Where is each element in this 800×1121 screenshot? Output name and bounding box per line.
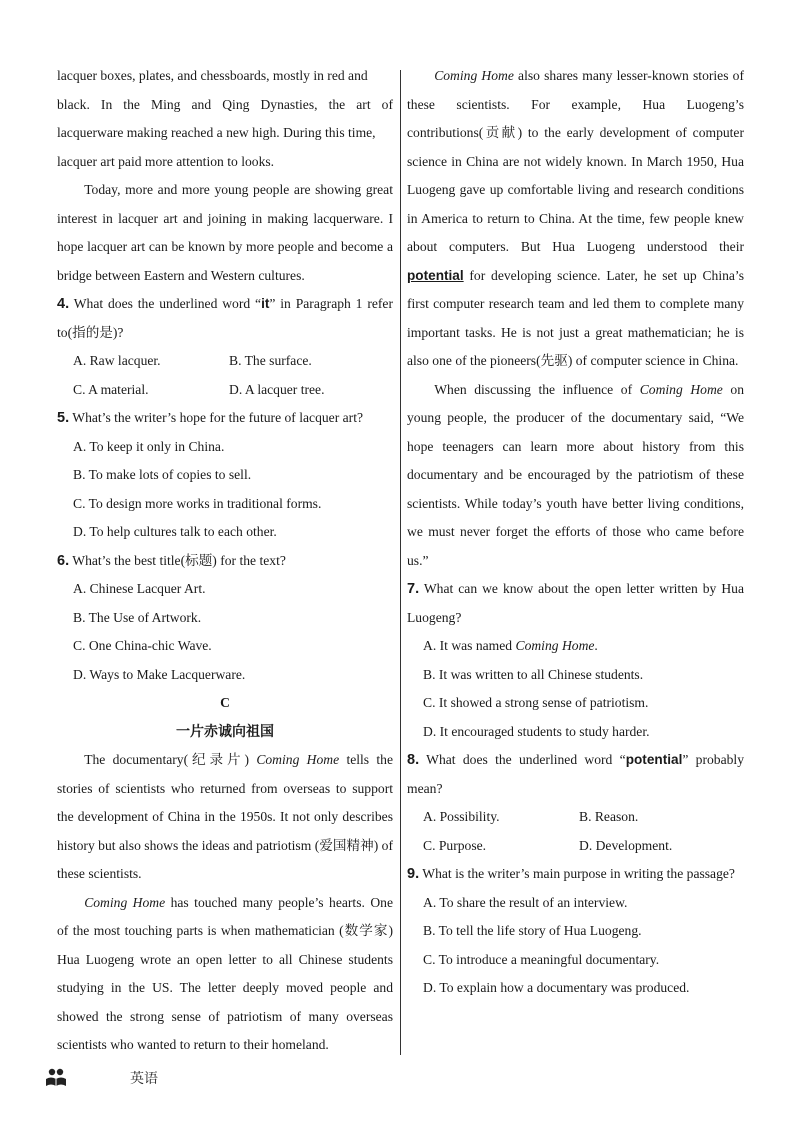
option-a[interactable]: A. To share the result of an interview.	[423, 894, 628, 910]
option-b[interactable]: B. It was written to all Chinese students.	[423, 666, 644, 682]
question-9: 9. What is the writer’s main purpose in writing the passage? A. To share the result of an interview. B. To tell the life story of Hua Luogeng. C. To introduce a meaningful documentary. D. To explain how a documentary was produced.	[407, 860, 744, 1003]
question-8: 8. What does the underlined word “potential” probably mean? A. Possibility. B. Reason. C. Purpose. D. Development.	[407, 746, 744, 860]
question-number: 4.	[57, 296, 70, 312]
option-a[interactable]: A. Raw lacquer.	[73, 353, 161, 368]
question-4: 4. What does the underlined word “it” in Paragraph 1 refer to(指的是)? A. Raw lacquer. B. The surface. C. A material. D. A lacquer tree.	[57, 290, 393, 404]
option-d[interactable]: D. To help cultures talk to each other.	[73, 524, 277, 539]
option-c[interactable]: C. To introduce a meaningful documentary.	[423, 951, 660, 967]
option-c[interactable]: C. Purpose.	[423, 837, 487, 853]
option-b[interactable]: B. To make lots of copies to sell.	[73, 467, 252, 482]
question-5: 5. What’s the writer’s hope for the future of lacquer art? A. To keep it only in China. B. To make lots of copies to sell. C. To design more works in traditional forms. D. To help cultures talk to each other.	[57, 404, 393, 547]
question-7: 7. What can we know about the open letter written by Hua Luogeng? A. It was named Coming Home. B. It was written to all Chinese students. C. It showed a strong sense of patriotism. D. It encouraged students to study harder.	[407, 575, 744, 746]
option-d[interactable]: D. Ways to Make Lacquerware.	[73, 666, 246, 682]
option-b[interactable]: B. The Use of Artwork.	[73, 609, 202, 625]
option-b[interactable]: B. The surface.	[229, 353, 312, 368]
option-b[interactable]: B. Reason.	[579, 809, 639, 824]
option-a[interactable]: A. To keep it only in China.	[73, 438, 225, 454]
paragraph-lacquer-history: lacquer boxes, plates, and chessboards, mostly in red and black. In the Ming and Qing Dynasties, the art of lacquerware making reached a new high. During this time, lacquer art paid more attention to looks.	[57, 68, 393, 169]
page-footer	[44, 1066, 158, 1090]
subject-label: 英语	[130, 1071, 158, 1087]
option-a[interactable]: A. It was named Coming Home.	[423, 638, 598, 653]
option-b[interactable]: B. To tell the life story of Hua Luogeng.	[423, 923, 642, 938]
option-d[interactable]: D. Development.	[579, 837, 673, 853]
question-number: 9.	[407, 866, 420, 882]
option-d[interactable]: D. A lacquer tree.	[229, 381, 325, 397]
question-number: 7.	[407, 581, 420, 597]
paragraph-lesser-known-stories: Coming Home also shares many lesser-known stories of these scientists. For example, Hua Luogeng’s contributions(贡献) to the early development of computer science in China are not widely known. In March 1950, Hua Luogeng gave up comfortable living and research conditions in America to return to China. At the time, few people knew about computers. But Hua Luogeng understood their potential for developing science. Later, he set up China’s first computer research team and led them to complete many important tasks. He is not just a great mathematician; he is also one of the pioneers(先驱) of computer science in China.	[407, 68, 744, 368]
column-divider	[400, 70, 401, 1055]
book-logo-icon	[44, 1066, 68, 1090]
question-number: 8.	[407, 752, 420, 768]
paragraph-documentary-intro: The documentary(纪录片) Coming Home tells the stories of scientists who returned from overseas to support the development of China in the 1950s. It not only describes history but also shows the ideas and patriotism (爱国精神) of these scientists.	[57, 752, 393, 881]
section-letter: C	[220, 695, 230, 710]
highlighted-word: it	[261, 296, 270, 311]
paragraph-producer-quote: When discussing the influence of Coming Home on young people, the producer of the documentary said, “We hope teenagers can learn more about history from this documentary and be encouraged by the patriotism of these scientists. While today’s youth have better living conditions, we must never forget the efforts of those who came before us.”	[407, 381, 744, 568]
paragraph-today: Today, more and more young people are showing great interest in lacquer art and joining in making lacquerware. I hope lacquer art can be known by more people and become a bridge between Eastern and Western cultures.	[57, 182, 393, 283]
option-c[interactable]: C. One China-chic Wave.	[73, 638, 212, 653]
left-column	[57, 62, 393, 1060]
highlighted-word: potential	[625, 752, 683, 767]
option-c[interactable]: C. To design more works in traditional forms.	[73, 495, 322, 511]
underlined-word: potential	[407, 267, 464, 283]
right-column	[407, 62, 744, 1003]
option-a[interactable]: A. Possibility.	[423, 809, 500, 824]
question-number: 5.	[57, 410, 70, 426]
section-title: 一片赤诚向祖国	[176, 723, 274, 740]
option-d[interactable]: D. To explain how a documentary was produced.	[423, 980, 690, 995]
question-number: 6.	[57, 552, 70, 569]
option-c[interactable]: C. It showed a strong sense of patriotism.	[423, 695, 649, 710]
option-a[interactable]: A. Chinese Lacquer Art.	[73, 581, 206, 596]
option-d[interactable]: D. It encouraged students to study harder.	[423, 723, 650, 739]
option-c[interactable]: C. A material.	[73, 381, 149, 397]
question-6: 6. What’s the best title(标题) for the text? A. Chinese Lacquer Art. B. The Use of Artwork. C. One China-chic Wave. D. Ways to Make Lacquerware.	[57, 547, 393, 690]
paragraph-touching-hearts: Coming Home has touched many people’s hearts. One of the most touching parts is when mathematician (数学家) Hua Luogeng wrote an open letter to all Chinese students studying in the US. The letter deeply moved people and showed the strong sense of patriotism of many overseas scientists who wanted to return to their homeland.	[57, 894, 393, 1052]
